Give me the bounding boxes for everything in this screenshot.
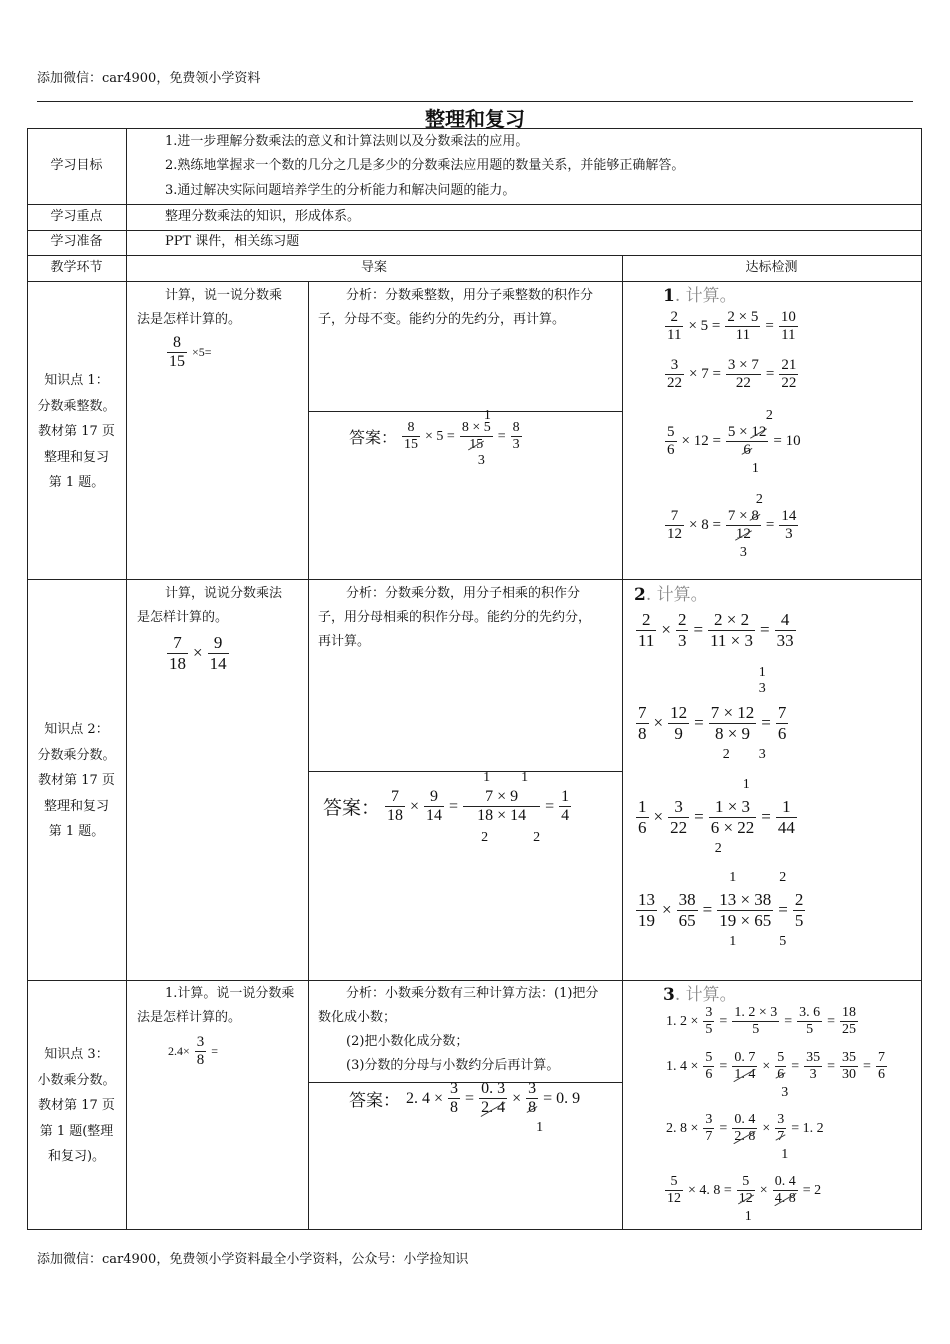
goal-item-2: 2.熟练地掌握求一个数的几分之几是多少的分数乘法应用题的数量关系，并能够正确解答。 bbox=[165, 158, 685, 173]
k2-check-row-2: $\frac{7}{8}$ × $\frac{12}{9}$ = 7 × 12 8 × 9 1 3 2 3 = $\frac{7}{6}$ bbox=[638, 665, 787, 762]
goal-label: 学习目标 bbox=[50, 158, 103, 173]
k1-answer: 答案： $\frac{8}{15}$ × 5 = 8 × 5 15 1 3 = $\frac{8}{3}$ bbox=[349, 408, 520, 469]
k3-label: 知识点 3： 小数乘分数。 教材第 17 页 第 1 题(整理 和复习)。 bbox=[37, 1047, 116, 1164]
prep-text: PPT 课件，相关练习题 bbox=[165, 234, 300, 249]
focus-text: 整理分数乘法的知识，形成体系。 bbox=[165, 209, 361, 224]
goal-item-3: 3.通过解决实际问题培养学生的分析能力和解决问题的能力。 bbox=[165, 183, 516, 198]
k3-check-row-4: $\frac{5}{12}$ × 4. 8 = 5 12 1 × $\frac{0. 4}{4. 8}$ = 2 bbox=[667, 1174, 822, 1225]
k3-check-row-1: 1. 2 × $\frac{3}{5}$ = $\frac{1. 2 \times 3}{5}$ = $\frac{3. 6}{5}$ = $\frac{18}{25}$ bbox=[666, 1005, 857, 1038]
k2-answer: 答案： $\frac{7}{18}$ × $\frac{9}{14}$ = 7 × 9 18 × 14 1 1 2 2 = $\frac{1}{4}$ bbox=[323, 770, 570, 845]
page-footer: 添加微信：car4900，免费领小学资料最全小学资料，公众号：小学捡知识 bbox=[37, 1252, 469, 1267]
page-title: 整理和复习 bbox=[425, 107, 525, 131]
k2-analysis: 分析：分数乘分数，用分子相乘的积作分 子，用分母相乘的积作分母。能约分的先约分， 再计算。 bbox=[318, 586, 592, 649]
k2-expression: $\frac{7}{18}$ × $\frac{9}{14}$ bbox=[169, 633, 227, 673]
col-guide: 导案 bbox=[360, 260, 387, 275]
k1-check-row-2: $\frac{3}{22}$ × 7 = $\frac{3 \times 7}{22}$ = $\frac{21}{22}$ bbox=[667, 357, 797, 392]
k2-task: 计算，说说分数乘法 是怎样计算的。 bbox=[137, 586, 283, 625]
k1-check-row-4: $\frac{7}{12}$ × 8 = 7 × 8 12 2 3 = $\frac{14}{3}$ bbox=[667, 492, 797, 561]
k3-check-row-2: 1. 4 × $\frac{5}{6}$ = $\frac{0. 7}{1. 4}$ × 5 6 3 = $\frac{35}{3}$ = $\frac{35}{30}$ = $\frac{7}{6}$ bbox=[666, 1050, 885, 1101]
page-header: 添加微信：car4900，免费领小学资料 bbox=[37, 71, 261, 86]
k1-check-title: 1. 计算。 bbox=[663, 286, 737, 306]
k1-label: 知识点 1： 分数乘整数。 教材第 17 页 整理和复习 第 1 题。 bbox=[37, 373, 116, 490]
k1-check-row-3: $\frac{5}{6}$ × 12 = 5 × 12 6 2 1 = 10 bbox=[667, 408, 801, 477]
k1-task: 计算，说一说分数乘 法是怎样计算的。 bbox=[137, 288, 283, 327]
k2-label: 知识点 2： 分数乘分数。 教材第 17 页 整理和复习 第 1 题。 bbox=[37, 722, 116, 839]
k1-expression: $\frac{8}{15}$ ×5= bbox=[169, 334, 212, 371]
goal-item-1: 1.进一步理解分数乘法的意义和计算法则以及分数乘法的应用。 bbox=[165, 134, 529, 149]
k2-check-row-1: $\frac{2}{11}$ × $\frac{2}{3}$ = $\frac{2 \times 2}{11 \times 3}$ = $\frac{4}{33}$ bbox=[638, 610, 794, 650]
k1-check-row-1: $\frac{2}{11}$ × 5 = $\frac{2 \times 5}{11}$ = $\frac{10}{11}$ bbox=[667, 309, 796, 344]
k3-check-row-3: 2. 8 × $\frac{3}{7}$ = $\frac{0. 4}{2. 8}$ × 3 7 1 = 1. 2 bbox=[666, 1112, 824, 1163]
k1-analysis: 分析：分数乘整数，用分子乘整数的积作分 子，分母不变。能约分的先约分，再计算。 bbox=[318, 288, 594, 327]
k3-expression: 2.4× $\frac{3}{8}$ = bbox=[168, 1034, 219, 1069]
k3-check-title: 3. 计算。 bbox=[663, 985, 737, 1005]
k3-answer: 答案： 2. 4 × $\frac{3}{8}$ = $\frac{0. 3}{2. 4}$ × 3 8 1 = 0. 9 bbox=[349, 1080, 581, 1135]
focus-label: 学习重点 bbox=[50, 209, 103, 224]
k2-check-row-4: $\frac{13}{19}$ × $\frac{38}{65}$ = 13 × 38 19 × 65 1 2 1 5 = $\frac{2}{5}$ bbox=[638, 870, 804, 949]
col-check: 达标检测 bbox=[745, 260, 798, 275]
header-rule bbox=[37, 101, 913, 102]
col-stage: 教学环节 bbox=[50, 260, 103, 275]
prep-label: 学习准备 bbox=[50, 234, 103, 249]
k3-analysis: 分析：小数乘分数有三种计算方法：(1)把分 数化成小数； (2)把小数化成分数； (3)分数的分母与小数约分后再计算。 bbox=[318, 986, 599, 1073]
k2-check-title: 2. 计算。 bbox=[634, 585, 708, 605]
k2-check-row-3: $\frac{1}{6}$ × $\frac{3}{22}$ = 1 × 3 6 × 22 1 2 = $\frac{1}{44}$ bbox=[638, 777, 795, 856]
k3-task: 1.计算。说一说分数乘 法是怎样计算的。 bbox=[137, 986, 295, 1025]
